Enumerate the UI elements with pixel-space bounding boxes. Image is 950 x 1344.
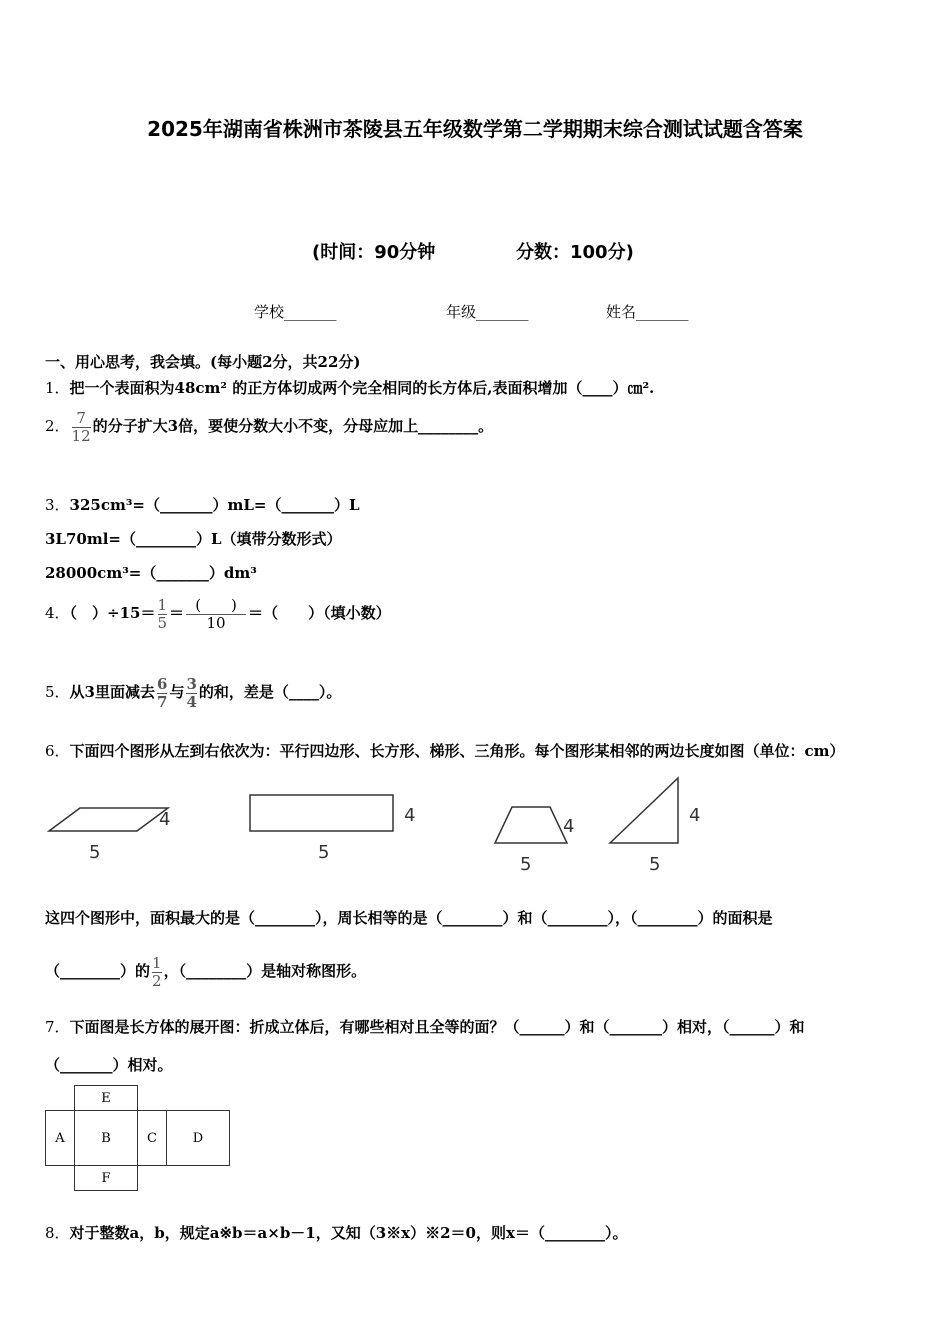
fraction xyxy=(152,955,162,989)
q-number: 3． xyxy=(45,496,70,514)
denominator: 2 xyxy=(152,971,162,990)
side-label: 4 xyxy=(563,816,575,837)
question-2 xyxy=(45,410,493,444)
q6-line2 xyxy=(45,955,366,989)
face-e: E xyxy=(74,1085,138,1111)
numerator: 6 xyxy=(157,675,168,693)
fraction xyxy=(186,676,196,710)
denominator: 10 xyxy=(186,614,246,632)
side-label: 4 xyxy=(404,805,416,826)
fraction xyxy=(157,676,167,710)
numerator: 1 xyxy=(157,596,168,614)
side-label: 4 xyxy=(159,809,171,830)
denominator: 12 xyxy=(71,426,91,445)
question-1 xyxy=(45,377,654,398)
shapes-figure xyxy=(0,770,950,880)
q-text: 对于整数a，b，规定a※b＝a×b－1，又知（3※x）※2＝0，则x＝（________）。 xyxy=(69,1224,628,1242)
q-number: 7． xyxy=(45,1018,70,1036)
exam-time: (时间：90分钟 xyxy=(312,242,436,263)
face-c: C xyxy=(137,1110,167,1166)
side-label: 4 xyxy=(689,805,701,826)
document-title: 2025年湖南省株洲市茶陵县五年级数学第二学期期末综合测试试题含答案 xyxy=(147,117,803,141)
school-field: 学校_______ xyxy=(254,303,337,321)
numerator: 3 xyxy=(186,675,197,693)
q-text: 下面图是长方体的展开图：折成立体后，有哪些相对且全等的面？（______）和（_______）相对，（______）和 xyxy=(69,1018,805,1036)
q-text: 的分子扩大3倍，要使分数大小不变，分母应加上________。 xyxy=(92,417,494,435)
q-text: 把一个表面积为48cm² 的正方体切成两个完全相同的长方体后,表面积增加（____）㎝². xyxy=(69,379,655,397)
question-7 xyxy=(45,1016,805,1037)
side-label: 5 xyxy=(89,842,101,863)
face-d: D xyxy=(166,1110,230,1166)
q-text: （________）的 xyxy=(45,962,151,980)
trapezoid xyxy=(495,807,567,843)
face-f: F xyxy=(74,1165,138,1191)
q-text: 下面四个图形从左到右依次为：平行四边形、长方形、梯形、三角形。每个图形某相邻的两边长度如图（单位：cm） xyxy=(69,742,845,760)
denominator: 7 xyxy=(157,692,168,711)
q-text: 与 xyxy=(169,683,185,701)
question-5 xyxy=(45,676,341,710)
section-heading: 一、用心思考，我会填。(每小题2分，共22分) xyxy=(45,353,361,371)
fraction xyxy=(186,597,246,631)
face-b: B xyxy=(74,1110,138,1166)
q-text: 从3里面减去 xyxy=(69,683,155,701)
denominator: 4 xyxy=(186,692,197,711)
rectangle xyxy=(250,795,393,831)
name-field: 姓名_______ xyxy=(606,303,689,321)
denominator: 5 xyxy=(157,613,168,632)
q-number: 6． xyxy=(45,742,70,760)
triangle xyxy=(610,778,678,843)
side-label: 5 xyxy=(520,854,532,875)
side-label: 5 xyxy=(318,842,330,863)
side-label: 5 xyxy=(649,854,661,875)
q7-line2: （_______）相对。 xyxy=(45,1056,173,1074)
q-text: ，（________）是轴对称图形。 xyxy=(163,962,367,980)
question-4 xyxy=(45,597,391,631)
fraction xyxy=(72,410,91,444)
fraction xyxy=(158,597,168,631)
numerator: 7 xyxy=(76,409,86,427)
q-text: ＝（ ）（填小数） xyxy=(248,604,391,622)
q3-line2: 3L70ml=（________）L（填带分数形式） xyxy=(45,530,342,548)
face-a: A xyxy=(45,1110,75,1166)
question-6 xyxy=(45,740,845,761)
q3-line3: 28000cm³=（_______）dm³ xyxy=(45,564,257,582)
grade-field: 年级_______ xyxy=(446,303,529,321)
q-number: 5． xyxy=(45,683,70,701)
equals: ＝ xyxy=(169,604,185,622)
parallelogram xyxy=(49,808,171,831)
q-number: 4． xyxy=(45,604,70,622)
q-number: 2． xyxy=(45,417,70,435)
q-text: 325cm³=（_______）mL=（_______）L xyxy=(69,496,360,514)
question-3 xyxy=(45,494,360,515)
q-number: 1． xyxy=(45,379,70,397)
q-number: 8． xyxy=(45,1224,70,1242)
numerator: 1 xyxy=(152,954,162,972)
q6-line1: 这四个图形中，面积最大的是（________），周长相等的是（________）和（________），（________）的面积是 xyxy=(45,909,773,927)
numerator: ( ) xyxy=(195,596,237,614)
question-8 xyxy=(45,1222,627,1243)
q-text: （ ）÷15＝ xyxy=(69,604,156,622)
exam-score: 分数：100分) xyxy=(516,242,634,263)
q-text: 的和，差是（____）。 xyxy=(198,683,342,701)
